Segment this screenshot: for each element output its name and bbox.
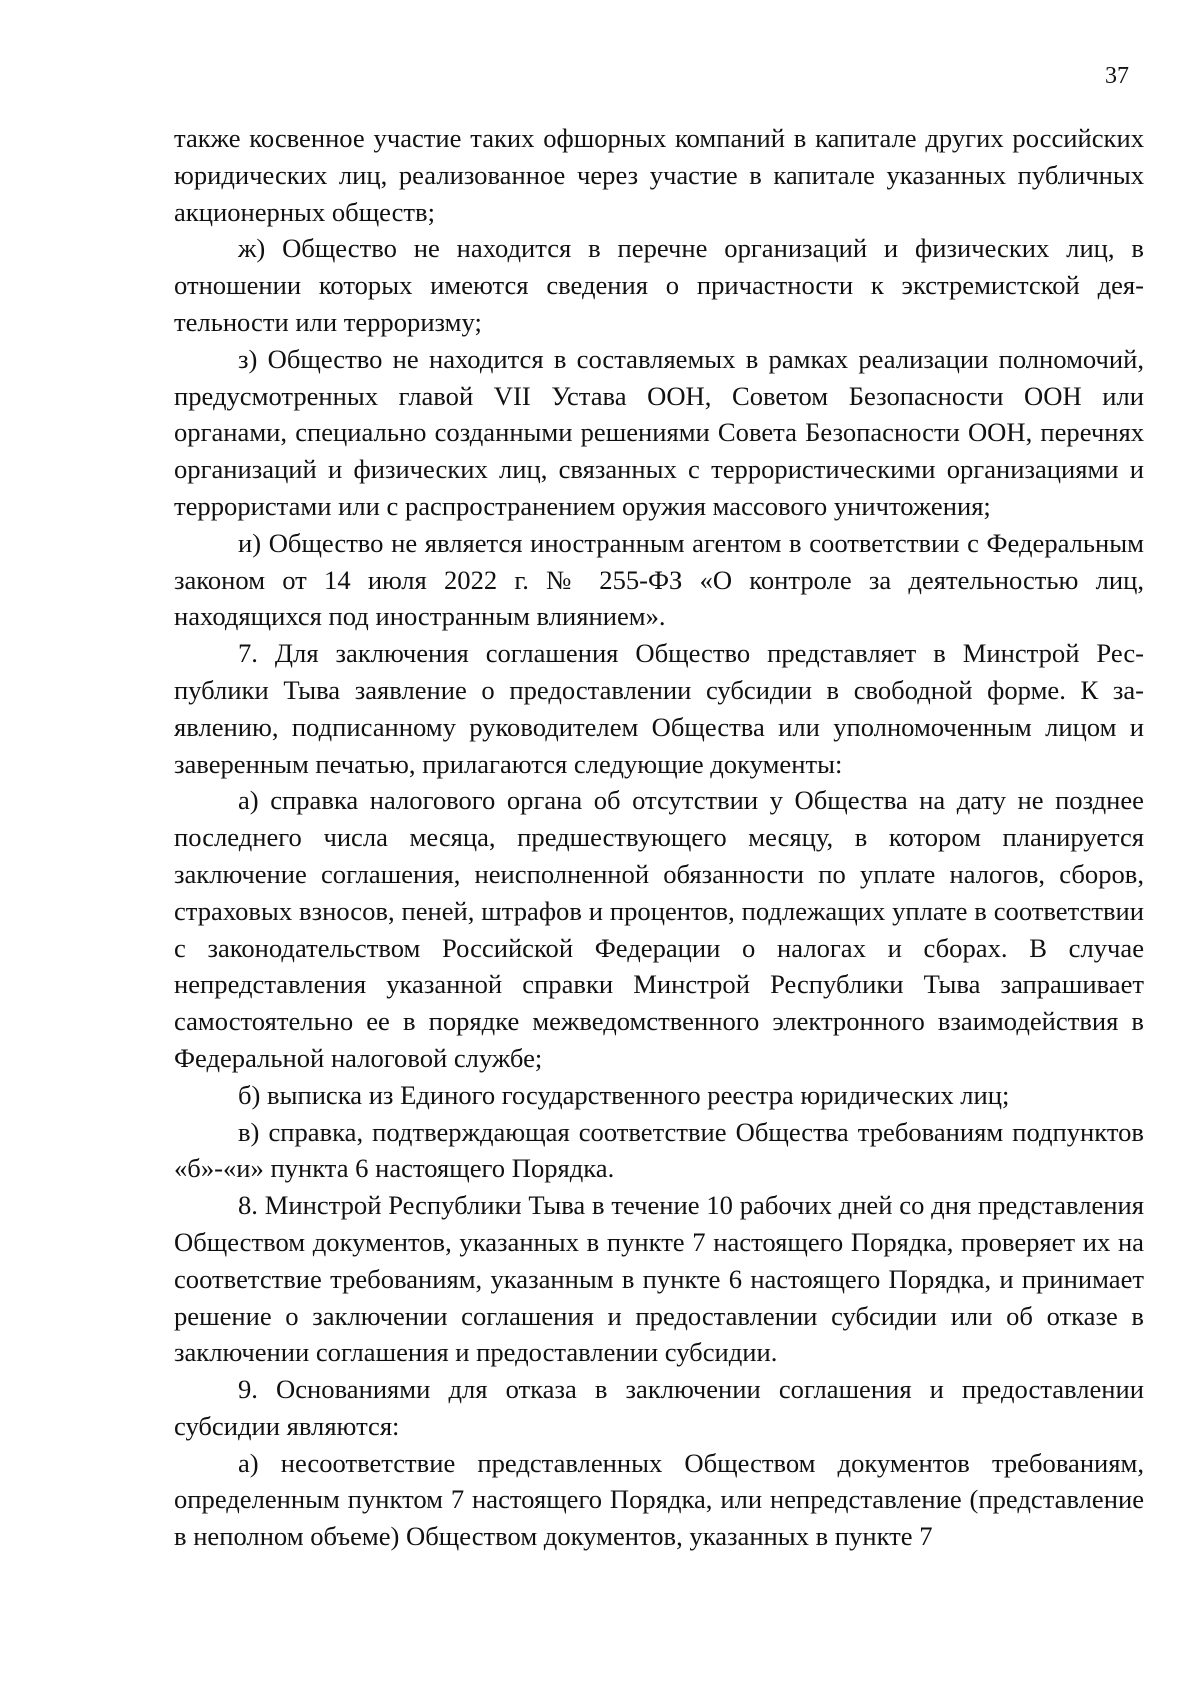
paragraph-point-9: 9. Основаниями для отказа в заключении соглашения и предоставлении субсидии являются: (174, 1374, 1144, 1441)
paragraph-item-z: з) Общество не находится в составляемых в рамках реализации полномочий, предусмотренных главой VII Устава ООН, Советом Безопасности ООН или органами, специально созданными решениями Совета Безопасности ООН, перечнях организаций и физических лиц, связанных с террористическими организациями и террористами или с распространением оружия массового уничтожения; (174, 343, 1144, 521)
paragraph-point-7: 7. Для заключения соглашения Общество представляет в Минстрой Республики Тыва заявление о предоставлении субсидии в свободной форме. К заявлению, подписанному руководителем Общества или уполномоченным лицом и заверенным печатью, прилагаются следующие документы: (174, 638, 1144, 779)
paragraph-item-i: и) Общество не является иностранным агентом в соответствии с Федеральным законом от 14 июля 2022 г. № 255-ФЗ «О контроле за деятельностью лиц, находящихся под иностранным влиянием». (174, 527, 1144, 632)
paragraph-item-zh: ж) Общество не находится в перечне организаций и физических лиц, в отношении которых имеются сведения о причастности к экстремистской деятельности или терроризму; (174, 233, 1144, 337)
paragraph-point-9-item-a: а) несоответствие представленных Обществом документов требованиям, определенным пунктом 7 настоящего Порядка, или непредставление (представление в неполном объеме) Обществом документов, указанных в пункте 7 (174, 1447, 1144, 1552)
paragraph-point-8: 8. Минстрой Республики Тыва в течение 10 рабочих дней со дня представления Обществом документов, указанных в пункте 7 настоящего Порядка, проверяет их на соответствие требованиям, указанным в пункте 6 настоящего Порядка, и принимает решение о заключении соглашения и предоставлении субсидии или об отказе в заключении соглашения и предоставлении субсидии. (174, 1190, 1144, 1368)
paragraph-continuation: также косвенное участие таких офшорных компаний в капитале других российских юридических лиц, реализованное через участие в капитале указанных публичных акционерных обществ; (174, 123, 1144, 227)
document-body (174, 120, 1144, 1555)
paragraph-point-7-item-a: а) справка налогового органа об отсутствии у Общества на дату не позднее последнего числа месяца, предшествующего месяцу, в котором планируется заключение соглашения, неисполненной обязанности по уплате налогов, сборов, страховых взносов, пеней, штрафов и процентов, подлежащих уплате в соответствии с законодательством Российской Федерации о налогах и сборах. В случае непредставления указанной справки Минстрой Республики Тыва запрашивает самостоятельно ее в порядке межведомственного электронного взаимодействия в Федеральной налоговой службе; (174, 785, 1144, 1073)
paragraph-point-7-item-b: б) выписка из Единого государственного реестра юридических лиц; (238, 1079, 1010, 1110)
page-number: 37 (1105, 63, 1129, 89)
paragraph-point-7-item-v: в) справка, подтверждающая соответствие Общества требованиям подпунктов «б»-«и» пункта 6 настоящего Порядка. (174, 1116, 1144, 1184)
